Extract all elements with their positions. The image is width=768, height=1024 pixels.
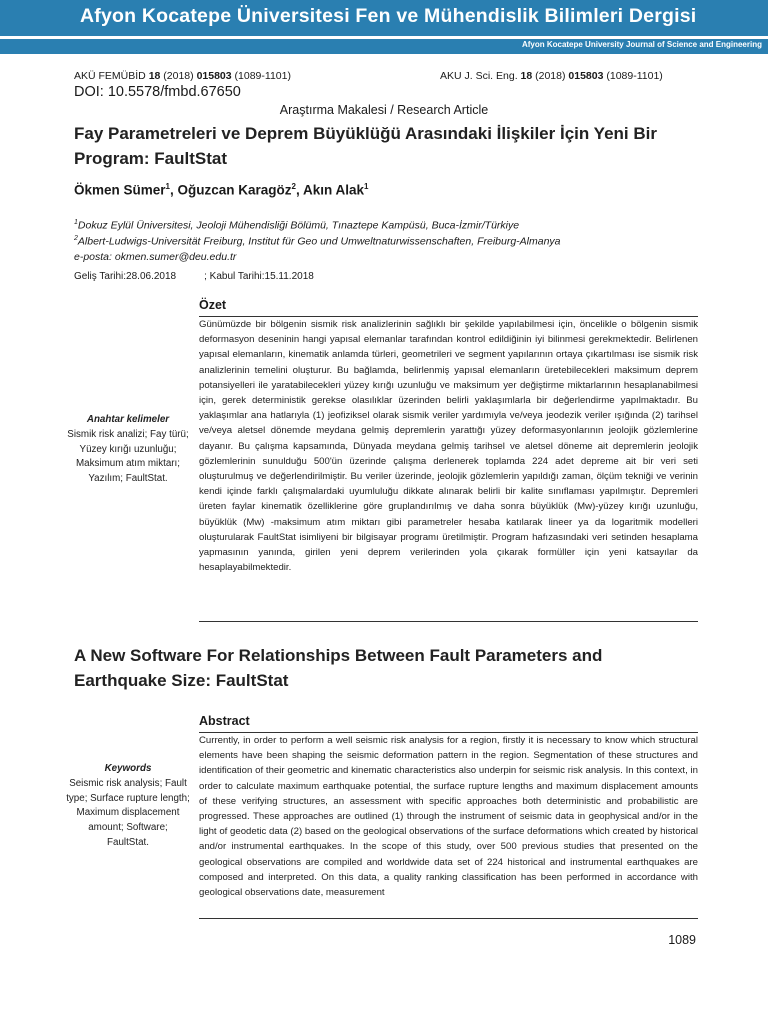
keywords-title-en: Keywords: [104, 763, 152, 774]
journal-name-en: Afyon Kocatepe University Journal of Science and Engineering: [521, 40, 762, 49]
citation-en: AKU J. Sci. Eng. 18 (2018) 015803 (1089-1101): [440, 70, 663, 82]
journal-header-bar: [0, 0, 768, 36]
author-list: Ökmen Sümer$^1$, Oğuzcan Karagöz$^2$, Akın Alak$^1$: [74, 182, 369, 198]
doi-link[interactable]: DOI: 10.5578/fmbd.67650: [74, 84, 241, 100]
ozet-text: Günümüzde bir bölgenin sismik risk analizlerinin sağlıklı bir şekilde yapılabilmesi için, öncelikle o bölgenin sismik deformasyon deseninin hangi yapısal elemanlar tarafından kontrol edildiğinin iyi bilinmesi gerekmektedir. Belirlenen yapısal elemanların, kinematik anlamda türleri, geometrileri ve segment yapılarının ortaya çıkartılması ise sismik risk analizlerinin temelini oluşturur. Bu bağlamda, belirlenmiş yapısal elemanların üretebilecekleri maksimum deprem potansiyelleri ile yaratabilecekleri yüzey kırığı uzunluğu ve maksimum yer değiştirme miktarlarının hesaplanabilmesi için, gerek deterministik gerekse olasılıklar üzerinden belirli yaklaşımlarla bir değerlendirme yapılmaktadır. Bu yaklaşımlar ana hatlarıyla (1) jeofiziksel olarak sismik veriler yardımıyla ve/veya jeodezik veriler ışığında (2) tarihsel ve/veya aletsel dönemde meydana gelmiş depremlerin yarattığı yüzey deformasyonlarının jeolojik gözlemlerine dayanır. Bu çalışma kapsamında, Dünyada meydana gelmiş tarihsel ve aletsel döneme ait depremlerin jeolojik gözlemlerinin sunulduğu 500'ün üzerinde çalışma derlenerek toplamda 224 adet depreme ait bir veri seti oluşturulmuş ve değerlendirilmiştir. Bu veriler üzerinde, jeolojik gözlemlerin yapıldığı zaman, ölçüm tekniği ve verinin kendi içinde farklı çalışmalardaki uyumluluğu dikkate alınarak belirli bir kalite sınıflaması yapılmıştır. Depremleri üreten faylar kinematik özelliklerine göre gruplandırılmış ve daha sonra büyüklük (Mw)-yüzey kırığı uzunluğu, büyüklük (Mw) -maksimum atım miktarı gibi parametreler hesaba katılarak lineer ya da logaritmik modelleri oluşturularak FaultStat isimliyeni bir bilgisayar programı üretilmiştir. Program hafızasındaki veri setinden hesaplama yapmasının yanında, girilen yeni deprem verilerinden yola çıkarak formüller için yeni katsayılar da hesaplayabilmektedir.: [199, 319, 698, 574]
article-title-tr: Fay Parametreleri ve Deprem Büyüklüğü Arasındaki İlişkiler İçin Yeni Bir Program: FaultStat: [74, 124, 657, 168]
ozet-bottom-rule: [199, 621, 698, 622]
citation-tr: AKÜ FEMÜBİD 18 (2018) 015803 (1089-1101): [74, 70, 291, 82]
article-title-en: A New Software For Relationships Between Fault Parameters and Earthquake Size: FaultStat: [74, 646, 603, 690]
article-type: Araştırma Makalesi / Research Article: [279, 103, 489, 117]
page-number: 1089: [668, 933, 696, 947]
received-date: Geliş Tarihi:28.06.2018: [74, 271, 177, 282]
journal-name-tr: Afyon Kocatepe Üniversitesi Fen ve Mühendislik Bilimleri Dergisi: [80, 5, 697, 27]
keywords-block: [66, 762, 190, 851]
keywords-tr: Sismik risk analizi; Fay türü; Yüzey kırığı uzunluğu; Maksimum atım miktarı; Yazılım; FaultStat.: [67, 428, 189, 485]
journal-subheader-bar: [0, 39, 768, 54]
ozet-heading: Özet: [199, 298, 227, 312]
affiliation-2: $^2$Albert-Ludwigs-Universität Freiburg, Institut für Geo und Umweltnaturwissenschaften, Freiburg-Almanya: [74, 235, 561, 248]
accepted-date: ; Kabul Tarihi:15.11.2018: [204, 271, 314, 282]
keywords-title-tr: Anahtar kelimeler: [86, 414, 170, 425]
email-line[interactable]: e-posta: okmen.sumer@deu.edu.tr: [74, 251, 237, 263]
abstract-bottom-rule: [199, 918, 698, 919]
author-name: Akın Alak: [303, 182, 365, 198]
article-dates: [74, 271, 314, 282]
author-name: Ökmen Sümer: [74, 182, 166, 198]
keywords-en: Seismic risk analysis; Fault type; Surface rupture length; Maximum displacement amount; Software; FaultStat.: [66, 777, 190, 848]
author-name: Oğuzcan Karagöz: [177, 182, 292, 198]
anahtar-kelimeler: [66, 413, 190, 487]
abstract-text: Currently, in order to perform a well seismic risk analysis for a region, firstly it is necessary to know which structural elements have been shaping the seismic deformation pattern in the region. Segmentation of these structures and identification of their geometric and kinematic characteristics also underpin for seismic risk analysis. In this context, in order to calculate maximum earthquake potential, the surface rupture lengths and maximum displacement amounts of these verifying structures, an assessment with specific approaches both deterministic and probabilistic are progressed. These approaches are outlined (1) through the instrument of seismic data in geophysical and/or in the light of geodetic data (2) based on the geological observations of the surface deformations which created by historical and/or instrumental earthquakes. In the scope of this study, over 500 previous studies that presented on the geological observations are compiled and worldwide data set of 224 historical and instrumental earthquakes are composed and interpreted. On this data, a quality ranking classification has been performed in accordance with geological observations date, measurement: [199, 735, 698, 899]
abstract-heading: Abstract: [199, 714, 250, 728]
affiliation-1: $^1$Dokuz Eylül Üniversitesi, Jeoloji Mühendisliği Bölümü, Tınaztepe Kampüsü, Buca-İzmir/Türkiye: [74, 219, 520, 232]
